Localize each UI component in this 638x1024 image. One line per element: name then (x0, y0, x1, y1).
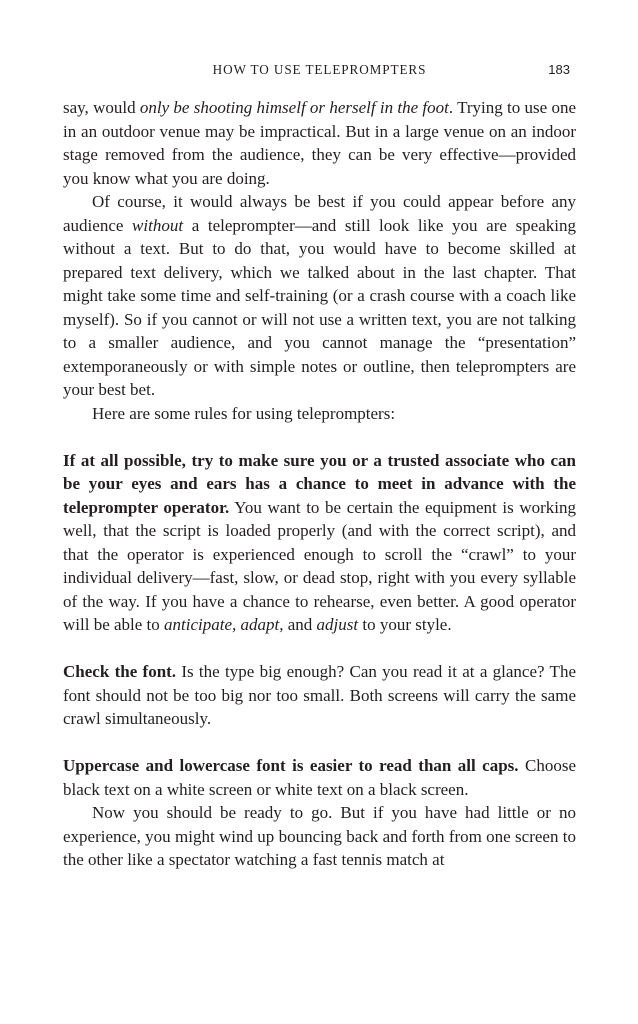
text-run: say, would (63, 98, 140, 117)
rule-paragraph (63, 754, 576, 801)
paragraph (63, 801, 576, 872)
text-run: You want to be certain the equipment is working well, that the script is loaded properly (and with the correct script), and that the operator is experienced enough to scroll the “crawl” to your individual delivery—fast, slow, or dead stop, right with you every syllable of the way. If you have a chance to rehearse, even better. A good operator will be able to (63, 497, 577, 634)
running-title: HOW TO USE TELEPROMPTERS (212, 62, 427, 77)
paragraph (63, 190, 576, 402)
rule-paragraph (63, 660, 576, 731)
text-run: Choose black text on a white screen or white text on a black screen. (63, 756, 576, 799)
text-run: and (283, 615, 317, 634)
text-run: a teleprompter—and still look like you are speaking without a text. But to do that, you would have to become skilled at prepared text delivery, which we talked about in the last chapter. That might take some time and self-training (or a crash course with a coach like myself). So if you cannot or will not use a written text, you are not talking to a smaller audience, and you cannot manage the “presentation” extemporaneously or with simple notes or outline, then teleprompters are your best bet. (63, 215, 576, 399)
rule-paragraph (63, 449, 576, 637)
italic-word: without (132, 215, 184, 235)
rule-heading: Uppercase and lowercase font is easier to read than all caps. (63, 756, 519, 775)
rule-heading: If at all possible, try to make sure you or a trusted associate who can be your eyes and ears has a chance to meet in advance with the teleprompter operator. (63, 450, 576, 517)
page-number: 183 (548, 62, 570, 77)
italic-phrase: anticipate, adapt, (164, 615, 284, 634)
italic-word: adjust (316, 615, 359, 634)
running-head (63, 62, 576, 80)
text-run: Is the type big enough? Can you read it at a glance? The font should not be too big nor too small. Both screens will carry the same crawl simultaneously. (63, 662, 576, 728)
paragraph (63, 402, 576, 426)
body-text (63, 96, 576, 872)
paragraph-continued (63, 96, 576, 190)
text-run: Here are some rules for using teleprompters: (92, 403, 396, 423)
text-run: . Trying to use one in an outdoor venue may be impractical. But in a large venue on an indoor stage removed from the audience, they can be very effective—provided you know what you are doing. (63, 98, 576, 188)
text-run: to your style. (358, 615, 452, 634)
text-run: Now you should be ready to go. But if you have had little or no experience, you might wind up bouncing back and forth from one screen to the other like a spectator watching a fast tennis match at (63, 803, 576, 869)
italic-phrase: only be shooting himself or herself in the foot (139, 98, 449, 117)
rule-heading: Check the font. (63, 662, 177, 681)
text-run: Of course, it would always be best if you could appear before any audience (63, 192, 576, 235)
